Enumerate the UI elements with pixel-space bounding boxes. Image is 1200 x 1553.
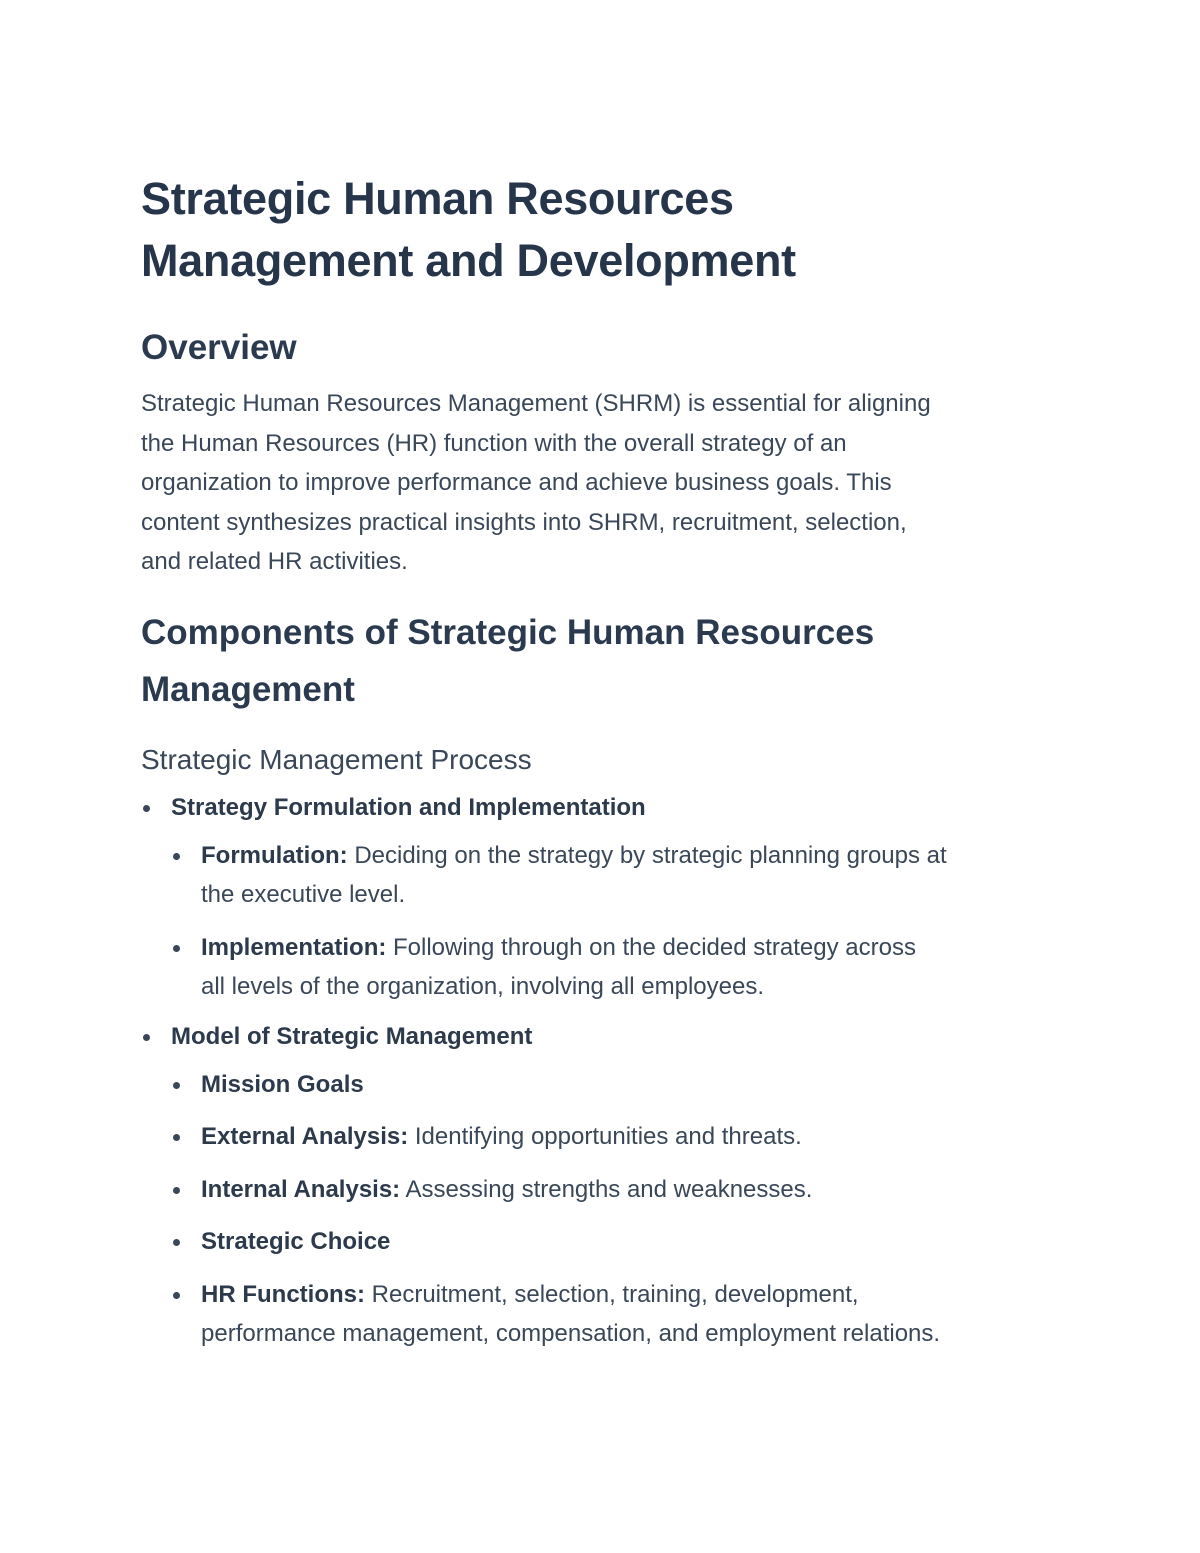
bullet-icon	[173, 1082, 180, 1089]
heading-line: Components of Strategic Human Resources	[141, 612, 875, 652]
item-text: Following through on the decided strategy across	[386, 933, 916, 961]
bullet-icon	[173, 1134, 180, 1141]
paragraph-line: Strategic Human Resources Management (SHRM) is essential for aligning	[141, 390, 931, 417]
list-item-label: Model of Strategic Management	[171, 1022, 533, 1050]
item-line	[201, 1117, 1060, 1157]
overview-heading: Overview	[141, 328, 297, 367]
bullet-icon	[173, 945, 180, 952]
item-term: External Analysis:	[201, 1123, 409, 1150]
list-item-label: Strategy Formulation and Implementation	[171, 793, 646, 821]
list-item	[141, 788, 1060, 1007]
item-term: Formulation:	[201, 841, 348, 869]
process-subheading: Strategic Management Process	[141, 743, 532, 775]
document-title	[141, 168, 1060, 292]
item-term: HR Functions:	[201, 1280, 365, 1308]
bullet-icon	[173, 1239, 180, 1246]
item-term: Internal Analysis:	[201, 1175, 401, 1203]
sub-list-item	[171, 928, 1060, 1007]
bullet-icon	[173, 853, 180, 860]
title-line: Strategic Human Resources	[141, 173, 734, 224]
paragraph-line: organization to improve performance and achieve business goals. This	[141, 469, 892, 496]
bullet-icon	[173, 1292, 180, 1299]
item-text: performance management, compensation, and employment relations.	[201, 1320, 941, 1347]
bullet-icon	[143, 1034, 150, 1041]
sub-list-item	[171, 1222, 1060, 1262]
paragraph-line: content synthesizes practical insights into SHRM, recruitment, selection,	[141, 508, 907, 536]
item-term: Implementation:	[201, 933, 387, 961]
item-line	[201, 1065, 1060, 1105]
sub-list	[171, 836, 1060, 1007]
item-line	[201, 1222, 1060, 1262]
item-term: Strategic Choice	[201, 1228, 391, 1255]
item-line	[201, 928, 1060, 968]
bullet-icon	[173, 1187, 180, 1194]
list-item	[141, 1017, 1060, 1354]
title-line: Management and Development	[141, 235, 796, 286]
sub-list-item	[171, 1170, 1060, 1210]
item-text: Deciding on the strategy by strategic planning groups at	[347, 841, 947, 869]
heading-line: Management	[141, 669, 355, 709]
process-list	[141, 788, 1060, 1354]
overview-paragraph	[141, 384, 1060, 582]
item-text: Identifying opportunities and threats.	[408, 1123, 802, 1150]
sub-list-item	[171, 1065, 1060, 1105]
item-text: Recruitment, selection, training, development,	[364, 1280, 859, 1308]
item-text: all levels of the organization, involving all employees.	[201, 973, 764, 1000]
bullet-icon	[143, 805, 150, 812]
sub-list	[171, 1065, 1060, 1354]
sub-list-item	[171, 1275, 1060, 1354]
item-term: Mission Goals	[201, 1070, 364, 1098]
item-text: the executive level.	[201, 881, 406, 908]
components-heading	[141, 604, 1060, 718]
paragraph-line: the Human Resources (HR) function with the overall strategy of an	[141, 429, 847, 457]
item-line	[201, 1170, 1060, 1210]
item-text: Assessing strengths and weaknesses.	[400, 1175, 813, 1203]
sub-list-item	[171, 1117, 1060, 1157]
item-line	[201, 1275, 1060, 1315]
item-line	[201, 836, 1060, 876]
paragraph-line: and related HR activities.	[141, 548, 408, 575]
sub-list-item	[171, 836, 1060, 915]
